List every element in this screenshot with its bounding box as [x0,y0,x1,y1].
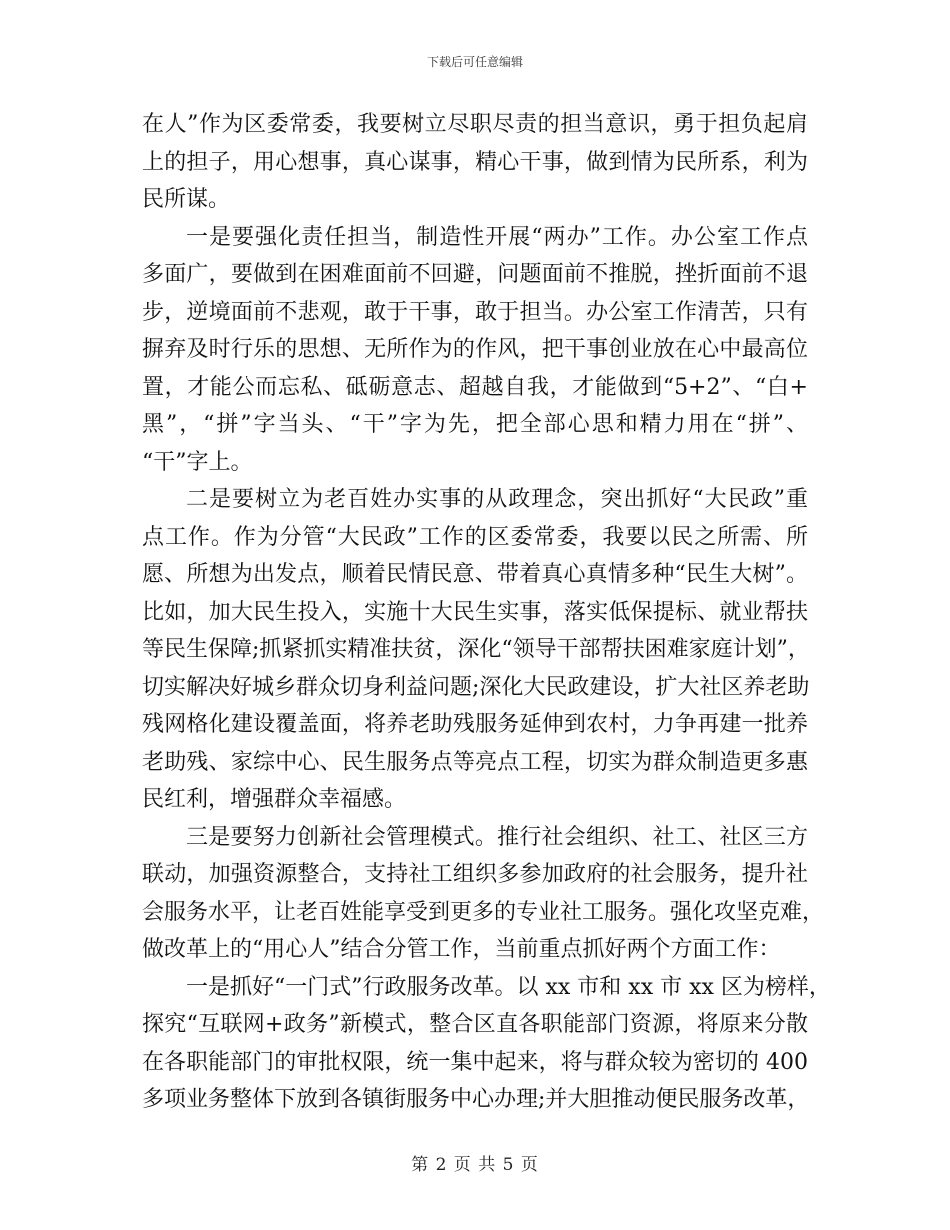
paragraph [142,819,825,969]
text-line: 做改革上的“用心人”结合分管工作，当前重点抓好两个方面工作： [142,937,781,962]
page-number-footer: 第 2 页 共 5 页 [411,1155,539,1175]
text-line: 比如，加大民生投入，实施十大民生实事，落实低保提标、就业帮扶 [142,599,808,625]
text-line: 多项业务整体下放到各镇街服务中心办理;并大胆推动便民服务改革， [142,1087,810,1112]
text-line: 切实解决好城乡群众切身利益问题;深化大民政建设，扩大社区养老助 [142,674,810,700]
text-line: 探究“互联网+政务”新模式，整合区直各职能部门资源，将原来分散 [142,1012,808,1037]
text-line: 黑”，“拼”字当头、“干”字为先，把全部心思和精力用在“拼”、 [142,412,808,437]
paragraph [142,969,831,1119]
text-line: 点工作。作为分管“大民政”工作的区委常委，我要以民之所需、所 [142,524,808,550]
text-line: 在人”作为区委常委，我要树立尽职尽责的担当意识，勇于担负起肩 [142,112,808,137]
text-line: 多面广，要做到在困难面前不回避，问题面前不推脱，挫折面前不退 [142,262,808,287]
text-line: 老助残、家综中心、民生服务点等亮点工程，切实为群众制造更多惠 [142,749,808,775]
document-body [142,106,831,1119]
text-line: 会服务水平，让老百姓能享受到更多的专业社工服务。强化攻坚克难， [142,899,825,925]
text-line: 一是要强化责任担当，制造性开展“两办”工作。办公室工作点 [186,224,808,250]
paragraph [142,106,808,219]
text-line: 在各职能部门的审批权限，统一集中起来，将与群众较为密切的 400 [142,1049,808,1075]
text-line: 二是要树立为老百姓办实事的从政理念，突出抓好“大民政”重 [186,487,808,512]
text-line: 残网格化建设覆盖面，将养老助残服务延伸到农村，力争再建一批养 [142,712,808,737]
text-line: 摒弃及时行乐的思想、无所作为的作风，把干事创业放在心中最高位 [142,337,808,362]
text-line: 步，逆境面前不悲观，敢于干事，敢于担当。办公室工作清苦，只有 [142,299,808,325]
paragraph [142,481,808,819]
text-line: 愿、所想为出发点，顺着民情民意、带着真心真情多种“民生大树”。 [142,562,808,587]
text-line: 一是抓好“一门式”行政服务改革。以 xx 市和 xx 市 xx 区为榜样， [186,974,831,1000]
text-line: 联动，加强资源整合，支持社工组织多参加政府的社会服务，提升社 [142,862,808,887]
text-line: 置，才能公而忘私、砥砺意志、超越自我，才能做到“5+2”、“白+ [142,374,808,400]
text-line: 三是要努力创新社会管理模式。推行社会组织、社工、社区三方 [186,824,808,850]
text-line: 民红利，增强群众幸福感。 [142,787,407,812]
page-header: 下载后可任意编辑 [426,55,523,69]
text-line: 等民生保障;抓紧抓实精准扶贫，深化“领导干部帮扶困难家庭计划”， [142,637,810,662]
text-line: 上的担子，用心想事，真心谋事，精心干事，做到情为民所系，利为 [142,149,808,175]
text-line: 民所谋。 [142,187,231,212]
text-line: “干”字上。 [142,449,253,475]
paragraph [142,219,808,482]
